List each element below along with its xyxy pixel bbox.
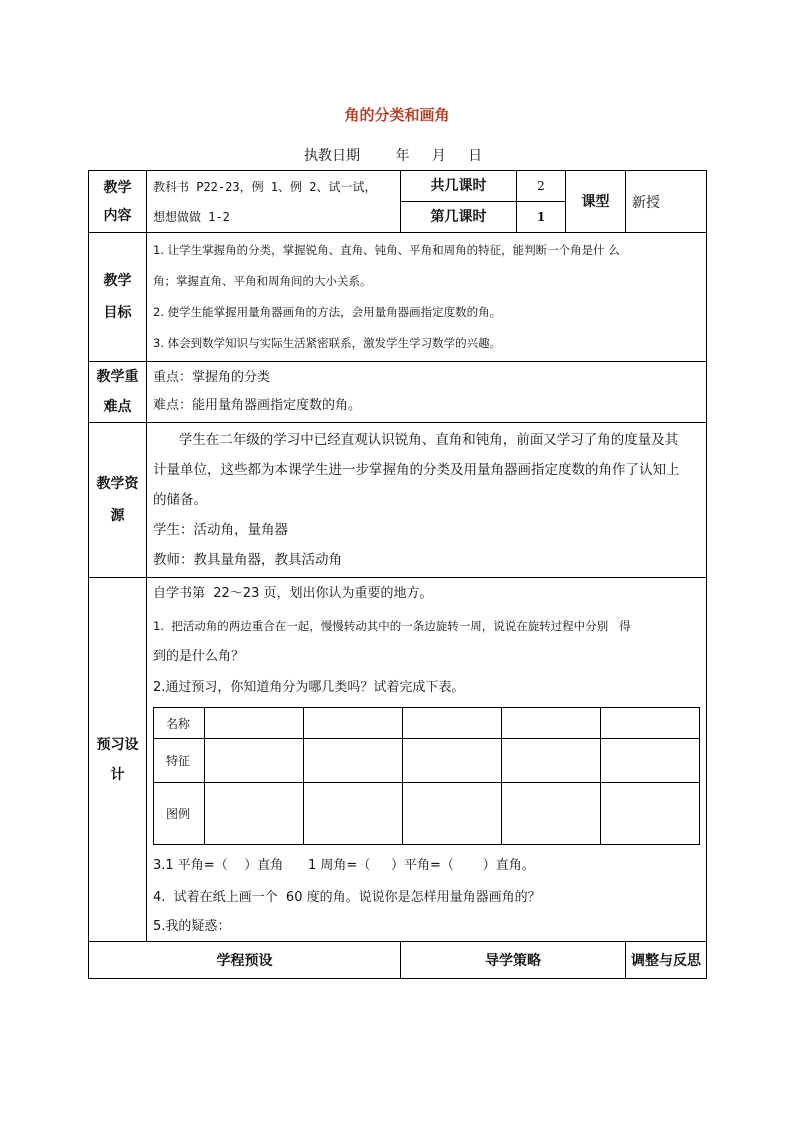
- current-lesson-label: 第几课时: [401, 202, 517, 233]
- teaching-goals-cell: [147, 233, 707, 362]
- footer-adjustment-reflection: 调整与反思: [626, 942, 707, 979]
- row-resources: [89, 423, 707, 578]
- angle-table-cell[interactable]: [205, 708, 304, 739]
- teaching-content-line: 想想做做 1-2: [153, 209, 230, 224]
- goal-line: 角；掌握直角、平角和周角间的大小关系。: [153, 274, 372, 288]
- preview-line: 到的是什么角？: [153, 649, 245, 664]
- key-points-cell: [147, 362, 707, 423]
- total-lessons-value: 2: [517, 171, 566, 202]
- label-preview-design: 预习设计: [89, 578, 147, 942]
- angle-table-cell[interactable]: [304, 739, 403, 783]
- angle-table-cell[interactable]: [304, 783, 403, 845]
- teaching-content-cell: [147, 171, 401, 233]
- goal-line: 3. 体会到数学知识与实际生活紧密联系，激发学生学习数学的兴趣。: [153, 336, 502, 350]
- angle-table-row-label: 名称: [154, 708, 205, 739]
- resource-line: 学生：活动角，量角器: [153, 522, 288, 538]
- preview-line: 5.我的疑惑：: [153, 919, 231, 934]
- resource-line: 教师：教具量角器，教具活动角: [153, 552, 342, 568]
- label-teaching-resources: 教学资源: [89, 423, 147, 578]
- resource-line: 计量单位，这些都为本课学生进一步掌握角的分类及用量角器画指定度数的角作了认知上: [153, 462, 680, 478]
- difficulty-line: 难点：能用量角器画指定度数的角。: [153, 398, 362, 413]
- angle-table-cell[interactable]: [205, 783, 304, 845]
- angle-table-row: [154, 783, 700, 845]
- label-key-points: 教学重难点: [89, 362, 147, 423]
- angle-table-cell[interactable]: [205, 739, 304, 783]
- angle-table-cell[interactable]: [403, 708, 502, 739]
- angle-table-cell[interactable]: [502, 783, 601, 845]
- teaching-date: 执教日期 年 月 日: [304, 148, 483, 164]
- angle-table-cell[interactable]: [502, 739, 601, 783]
- preview-line: 2.通过预习，你知道角分为哪几类吗？试着完成下表。: [153, 680, 465, 695]
- teaching-content-line: 教科书 P22-23，例 1、例 2、试一试，: [153, 179, 377, 194]
- angle-table-row-label: 特征: [154, 739, 205, 783]
- current-lesson-value: 1: [517, 202, 566, 233]
- lesson-plan-table: [88, 170, 707, 979]
- lesson-type-value: 新授: [626, 171, 707, 233]
- footer-learning-preset: 学程预设: [89, 942, 401, 979]
- angle-table-row-label: 图例: [154, 783, 205, 845]
- angle-table-cell[interactable]: [403, 739, 502, 783]
- angle-classification-table: [153, 707, 700, 845]
- resource-line: 学生在二年级的学习中已经直观认识锐角、直角和钝角，前面又学习了角的度量及其: [153, 432, 679, 448]
- angle-table-cell[interactable]: [601, 739, 700, 783]
- row-preview: [89, 578, 707, 942]
- angle-table-cell[interactable]: [502, 708, 601, 739]
- preview-line: 4. 试着在纸上画一个 60 度的角。说说你是怎样用量角器画角的？: [153, 890, 541, 905]
- label-teaching-goals: 教学目标: [89, 233, 147, 362]
- row-content: [89, 171, 707, 202]
- key-point-line: 重点：掌握角的分类: [153, 370, 271, 385]
- row-goals: [89, 233, 707, 362]
- preview-line: 3.1 平角=（ ）直角 1 周角=（ ）平角=（ ）直角。: [153, 858, 535, 873]
- angle-table-cell[interactable]: [403, 783, 502, 845]
- preview-design-cell: [147, 578, 707, 942]
- row-footer: [89, 942, 707, 979]
- lesson-type-label: 课型: [566, 171, 626, 233]
- label-teaching-content: 教学内容: [89, 171, 147, 233]
- goal-line: 1. 让学生掌握角的分类，掌握锐角、直角、钝角、平角和周角的特征，能判断一个角是什 么: [153, 243, 620, 257]
- angle-table-row: [154, 739, 700, 783]
- resource-line: 的储备。: [153, 492, 207, 508]
- document-title: 角的分类和画角: [344, 106, 450, 124]
- goal-line: 2. 使学生能掌握用量角器画角的方法，会用量角器画指定度数的角。: [153, 305, 502, 319]
- angle-table-cell[interactable]: [601, 783, 700, 845]
- total-lessons-label: 共几课时: [401, 171, 517, 202]
- teaching-resources-cell: [147, 423, 707, 578]
- angle-table-row: [154, 708, 700, 739]
- angle-table-cell[interactable]: [304, 708, 403, 739]
- row-key-points: [89, 362, 707, 423]
- preview-line: 1. 把活动角的两边重合在一起，慢慢转动其中的一条边旋转一周，说说在旋转过程中分别 得: [153, 619, 631, 633]
- preview-line: 自学书第 22～23 页，划出你认为重要的地方。: [153, 586, 433, 601]
- angle-table-cell[interactable]: [601, 708, 700, 739]
- footer-guidance-strategy: 导学策略: [401, 942, 626, 979]
